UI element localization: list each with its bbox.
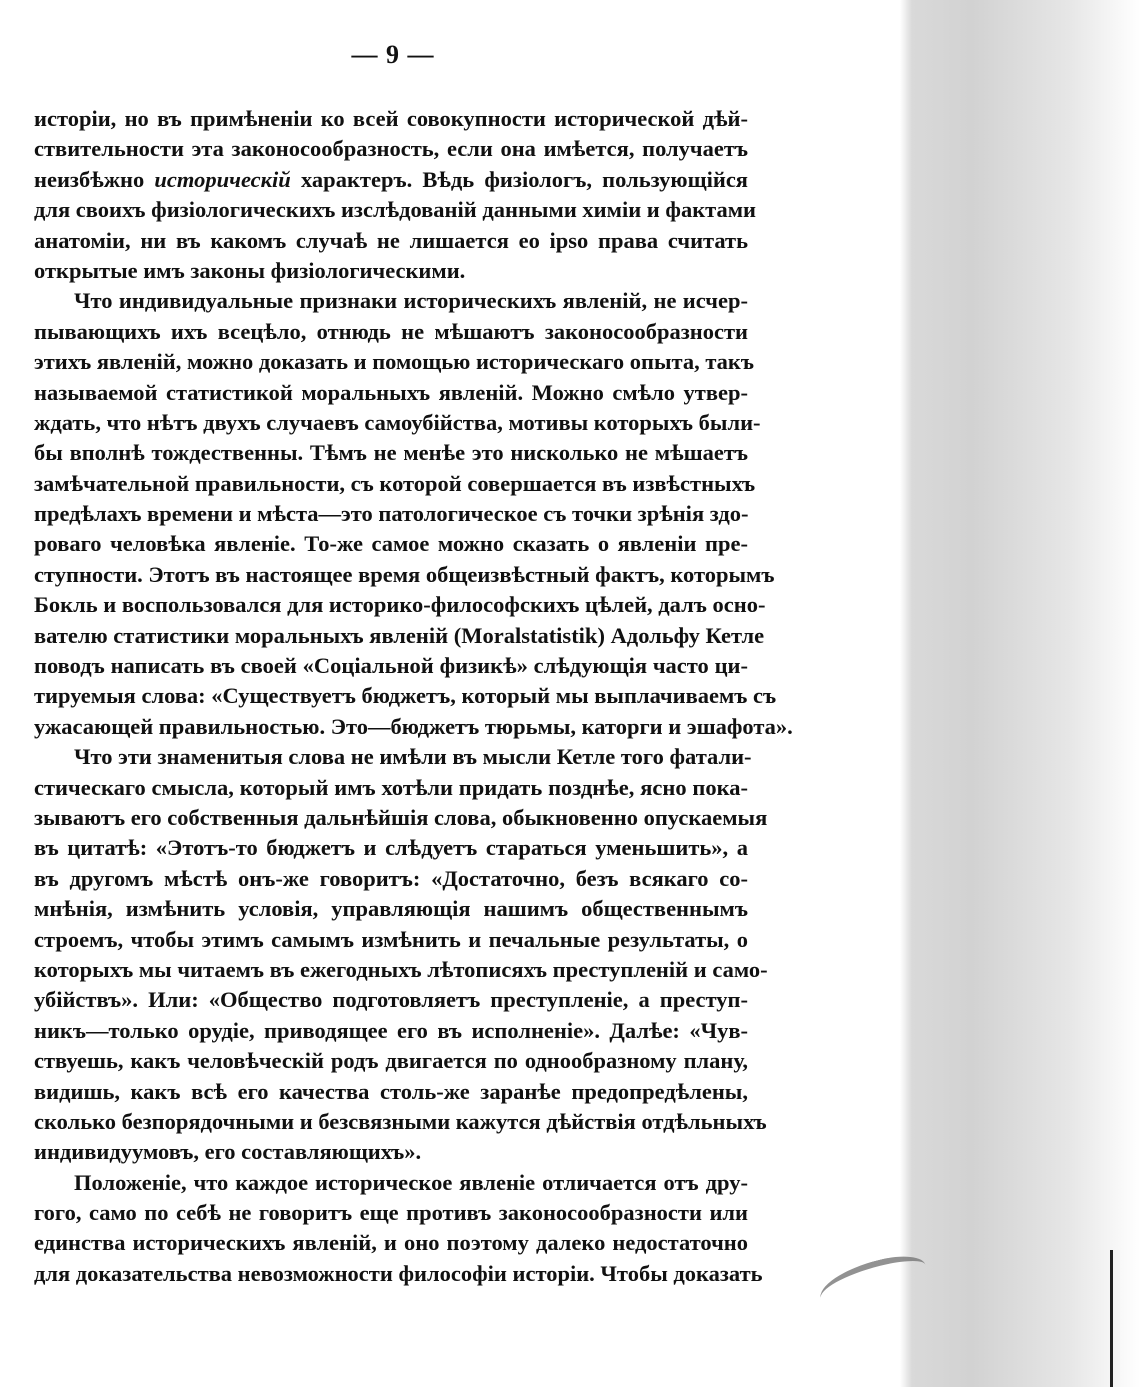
text-line: замѣчательной правильности, съ которой совершается въ извѣстныхъ: [34, 470, 756, 496]
text-line: видишь, какъ всѣ его качества столь-же заранѣе предопредѣлены,: [34, 1078, 748, 1104]
text-line: открытые имъ законы физіологическими.: [34, 257, 466, 283]
text-line: мнѣнія, измѣнить условія, управляющія нашимъ общественнымъ: [34, 896, 748, 922]
text-line: называемой статистикой моральныхъ явленій. Можно смѣло утвер-: [34, 379, 748, 405]
text-line: поводъ написать въ своей «Соціальной физикѣ» слѣдующія часто ци-: [34, 653, 748, 679]
text-line-suffix: характеръ. Вѣдь физіологъ, пользующійся: [290, 166, 748, 192]
page-edge-line: [1110, 1250, 1113, 1387]
text-line: для своихъ физіологическихъ изслѣдованій данными химіи и фактами: [34, 197, 757, 223]
text-line: ствительности эта законосообразность, если она имѣется, получаетъ: [34, 136, 748, 162]
text-line: стическаго смысла, который имъ хотѣли придать позднѣе, ясно пока-: [34, 774, 748, 800]
text-line: Что индивидуальные признаки историческихъ явленій, не исчер-: [74, 288, 748, 314]
text-line: роваго человѣка явленіе. То-же самое можно сказать о явленіи пре-: [34, 531, 748, 557]
text-line: ужасающей правильностью. Это—бюджетъ тюрьмы, каторги и эшафота».: [34, 713, 793, 739]
text-line-prefix: неизбѣжно: [34, 166, 155, 192]
text-line: [34, 165, 748, 195]
body-text: [34, 104, 793, 1289]
text-line: единства историческихъ явленій, и оно поэтому далеко недостаточно: [34, 1230, 748, 1256]
text-line: въ цитатѣ: «Этотъ-то бюджетъ и слѣдуетъ стараться уменьшить», а: [34, 835, 748, 861]
text-line: ступности. Этотъ въ настоящее время общеизвѣстный фактъ, которымъ: [34, 561, 775, 587]
text-line: вателю статистики моральныхъ явленій (Moralstatistik) Адольфу Кетле: [34, 622, 765, 648]
italic-term: историческій: [154, 166, 291, 192]
text-line: бы вполнѣ тождественны. Тѣмъ не менѣе это нисколько не мѣшаетъ: [34, 440, 748, 466]
text-line: для доказательства невозможности философіи исторіи. Чтобы доказать: [34, 1260, 763, 1286]
page-number: — 9 —: [351, 40, 435, 69]
text-line: индивидуумовъ, его составляющихъ».: [34, 1139, 422, 1165]
text-line: никъ—только орудіе, приводящее его въ исполненіе». Далѣе: «Чув-: [34, 1017, 748, 1043]
page-edge-shadow: [900, 0, 1140, 1387]
text-line: анатоміи, ни въ какомъ случаѣ не лишается eo ipso права считать: [34, 227, 748, 253]
text-line: тируемыя слова: «Существуетъ бюджетъ, который мы выплачиваемъ съ: [34, 683, 777, 709]
text-line: Бокль и воспользовался для историко-философскихъ цѣлей, далъ осно-: [34, 592, 766, 618]
text-line: этихъ явленій, можно доказать и помощью историческаго опыта, такъ: [34, 349, 755, 375]
text-line: исторіи, но въ примѣненіи ко всей совокупности исторической дѣй-: [34, 106, 748, 131]
text-line: предѣлахъ времени и мѣста—это патологическое съ точки зрѣнія здо-: [34, 501, 749, 527]
text-line: Что эти знаменитыя слова не имѣли въ мысли Кетле того фатали-: [74, 744, 752, 770]
text-line: пывающихъ ихъ всецѣло, отнюдь не мѣшаютъ законосообразности: [34, 318, 748, 344]
text-line: гого, само по себѣ не говоритъ еще противъ законосообразности или: [34, 1200, 748, 1226]
text-line: сколько безпорядочными и безсвязными кажутся дѣйствія отдѣльныхъ: [34, 1108, 767, 1134]
text-line: строемъ, чтобы этимъ самымъ измѣнить и печальные результаты, о: [34, 926, 748, 952]
text-line: Положеніе, что каждое историческое явленіе отличается отъ дру-: [74, 1169, 748, 1195]
text-line: которыхъ мы читаемъ въ ежегодныхъ лѣтописяхъ преступленій и само-: [34, 956, 768, 982]
text-line: ствуешь, какъ человѣческій родъ двигается по однообразному плану,: [34, 1048, 748, 1074]
text-line: зываютъ его собственныя дальнѣйшія слова, обыкновенно опускаемыя: [34, 804, 768, 830]
text-line: убійствъ». Или: «Общество подготовляетъ преступленіе, а преступ-: [34, 987, 748, 1013]
text-line: ждать, что нѣтъ двухъ случаевъ самоубійства, мотивы которыхъ были-: [34, 409, 761, 435]
text-line: въ другомъ мѣстѣ онъ-же говоритъ: «Достаточно, безъ всякаго со-: [34, 865, 748, 891]
